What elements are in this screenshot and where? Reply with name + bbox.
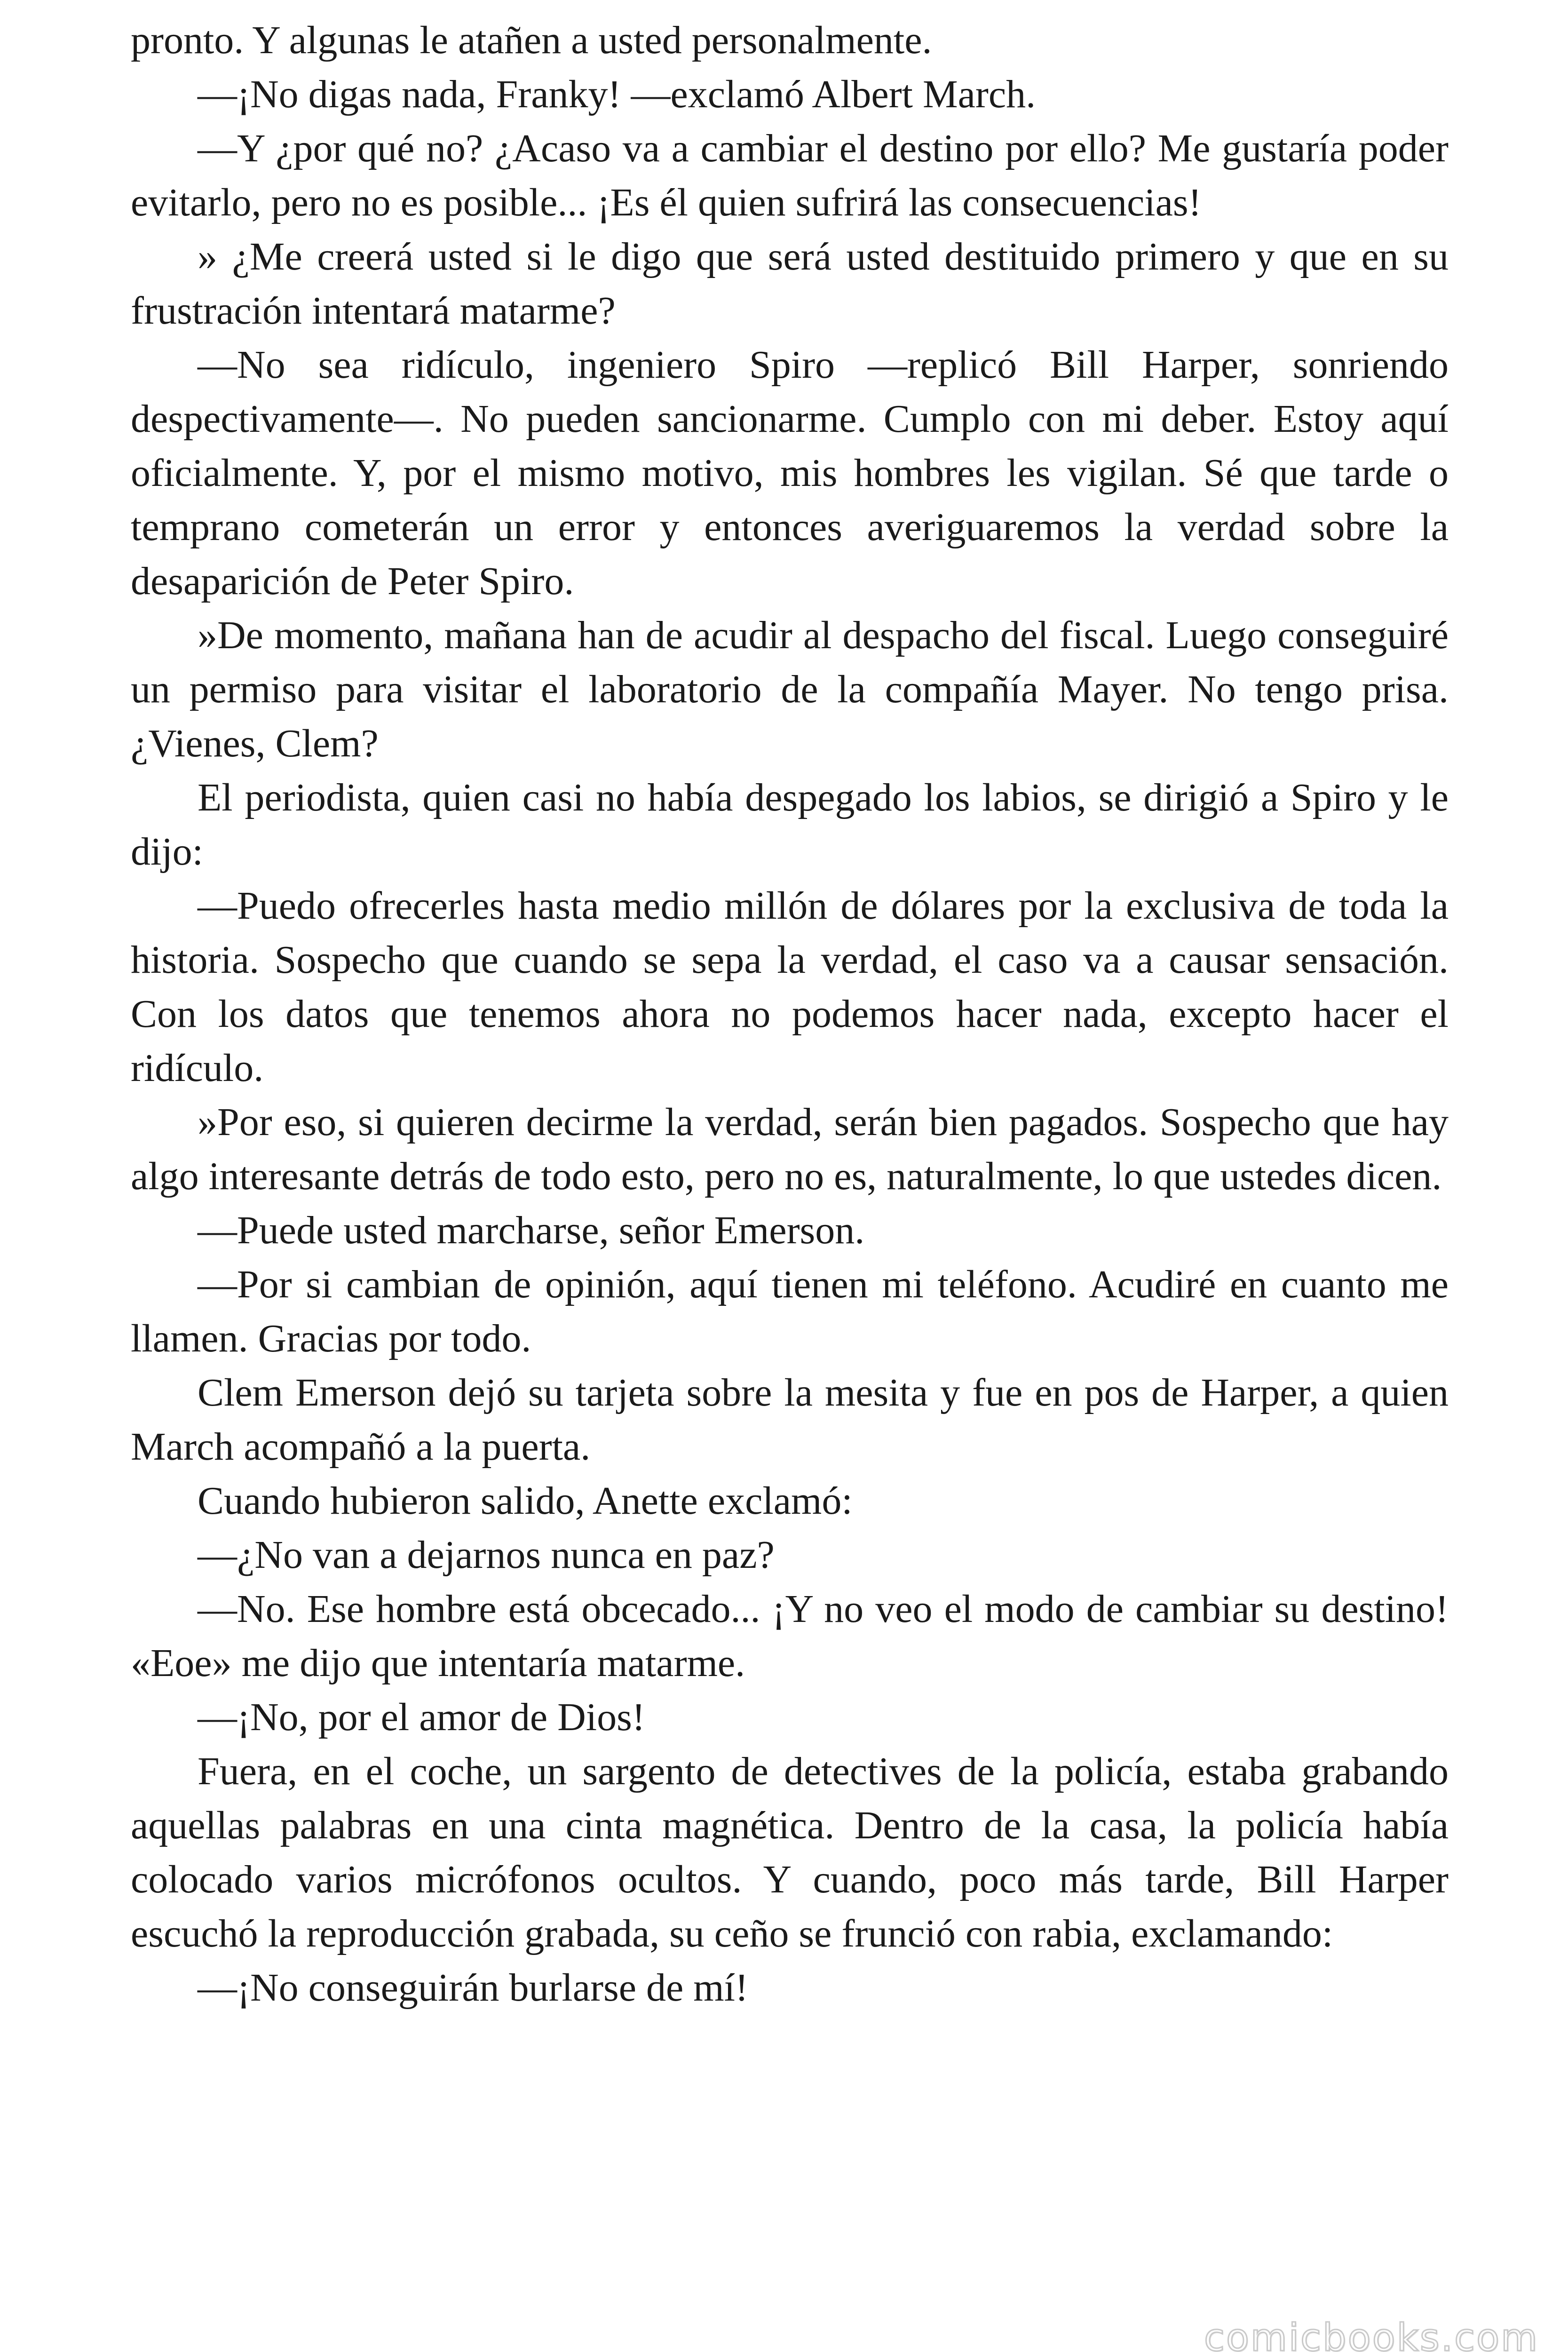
paragraph-18: —¡No conseguirán burlarse de mí! [198,1966,748,2010]
paragraph-14: —¿No van a dejarnos nunca en paz? [198,1533,775,1577]
paragraph-15: —No. Ese hombre está obcecado... ¡Y no veo el modo de cambiar su destino! «Eoe» me dijo que intentaría matarme. [131,1587,1449,1685]
paragraph-17: Fuera, en el coche, un sargento de detectives de la policía, estaba grabando aquellas palabras en una cinta magnética. Dentro de la casa, la policía había colocado varios micrófonos ocultos. Y cuando, poco más tarde, Bill Harper escuchó la reproducción grabada, su ceño se frunció con rabia, exclamando: [131,1749,1449,1955]
paragraph-7: El periodista, quien casi no había despegado los labios, se dirigió a Spiro y le dijo: [131,776,1449,874]
paragraph-10: —Puede usted marcharse, señor Emerson. [198,1208,865,1252]
paragraph-11: —Por si cambian de opinión, aquí tienen mi teléfono. Acudiré en cuanto me llamen. Gracias por todo. [131,1263,1449,1360]
paragraph-8: —Puedo ofrecerles hasta medio millón de dólares por la exclusiva de toda la historia. Sospecho que cuando se sepa la verdad, el caso va a causar sensación. Con los datos que tenemos ahora no podemos hacer nada, excepto hacer el ridículo. [131,884,1449,1090]
paragraph-2: —¡No digas nada, Franky! —exclamó Albert March. [198,72,1036,116]
paragraph-12: Clem Emerson dejó su tarjeta sobre la mesita y fue en pos de Harper, a quien March acompañó a la puerta. [131,1371,1449,1469]
paragraph-9: »Por eso, si quieren decirme la verdad, serán bien pagados. Sospecho que hay algo interesante detrás de todo esto, pero no es, naturalmente, lo que ustedes dicen. [131,1100,1449,1198]
paragraph-3: —Y ¿por qué no? ¿Acaso va a cambiar el destino por ello? Me gustaría poder evitarlo, pero no es posible... ¡Es él quien sufrirá las consecuencias! [131,127,1449,224]
paragraph-6: »De momento, mañana han de acudir al despacho del fiscal. Luego conseguiré un permiso para visitar el laboratorio de la compañía Mayer. No tengo prisa. ¿Vienes, Clem? [131,613,1449,765]
paragraph-4: » ¿Me creerá usted si le digo que será usted destituido primero y que en su frustración intentará matarme? [131,235,1449,333]
body-text [131,13,1449,2015]
paragraph-13: Cuando hubieron salido, Anette exclamó: [198,1479,853,1523]
paragraph-5: —No sea ridículo, ingeniero Spiro —replicó Bill Harper, sonriendo despectivamente—. No pueden sancionarme. Cumplo con mi deber. Estoy aquí oficialmente. Y, por el mismo motivo, mis hombres les vigilan. Sé que tarde o temprano cometerán un error y entonces averiguaremos la verdad sobre la desaparición de Peter Spiro. [131,343,1449,603]
paragraph-1: pronto. Y algunas le atañen a usted personalmente. [131,18,932,62]
paragraph-16: —¡No, por el amor de Dios! [198,1695,645,1739]
watermark-logo: comicbooks.com [1204,2316,1539,2352]
